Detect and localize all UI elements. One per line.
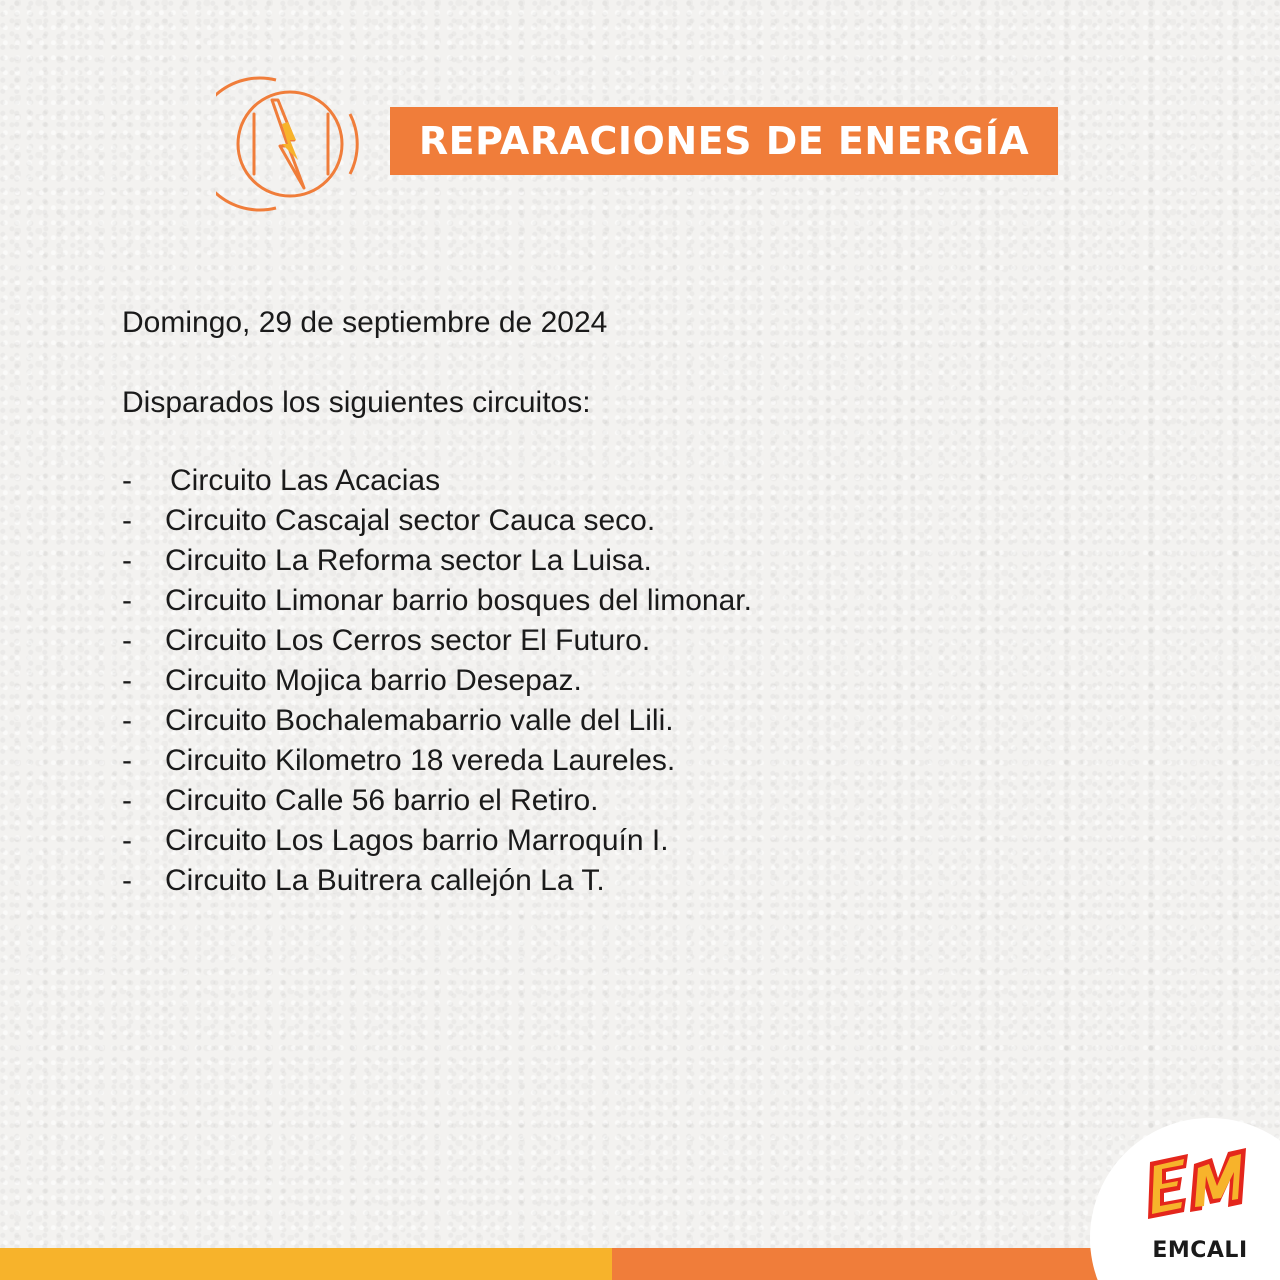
footer-bar-yellow (0, 1248, 612, 1280)
bullet-dash: - (122, 504, 132, 537)
bullet-dash: - (122, 584, 132, 617)
page-title: REPARACIONES DE ENERGÍA (418, 119, 1030, 163)
list-item (122, 464, 752, 504)
list-item (122, 864, 752, 904)
list-item (122, 704, 752, 744)
list-item (122, 824, 752, 864)
circuit-name: Circuito Calle 56 barrio el Retiro. (165, 784, 599, 817)
list-item (122, 664, 752, 704)
list-item (122, 504, 752, 544)
list-item (122, 784, 752, 824)
circuit-name: Circuito Kilometro 18 vereda Laureles. (165, 744, 676, 777)
bullet-dash: - (122, 704, 132, 737)
list-item (122, 584, 752, 624)
circuit-name: Circuito Bochalemabarrio valle del Lili. (165, 704, 674, 737)
emcali-logo-icon (1142, 1144, 1252, 1236)
circuit-name: Circuito Los Cerros sector El Futuro. (165, 624, 651, 657)
circuit-name: Circuito Las Acacias (170, 464, 441, 497)
lightning-bolt-icon (216, 74, 364, 214)
title-banner (390, 107, 1058, 175)
circuit-name: Circuito Cascajal sector Cauca seco. (165, 504, 656, 537)
circuit-name: Circuito Mojica barrio Desepaz. (165, 664, 582, 697)
bullet-dash: - (122, 744, 132, 777)
circuit-name: Circuito La Buitrera callejón La T. (165, 864, 605, 897)
brand-name: EMCALI (1152, 1238, 1248, 1263)
bullet-dash: - (122, 624, 132, 657)
list-item (122, 624, 752, 664)
intro-text: Disparados los siguientes circuitos: (122, 386, 591, 419)
bullet-dash: - (122, 664, 132, 697)
circuit-name: Circuito La Reforma sector La Luisa. (165, 544, 652, 577)
circuit-list (122, 464, 752, 904)
bullet-dash: - (122, 784, 132, 817)
list-item (122, 744, 752, 784)
bullet-dash: - (122, 864, 132, 897)
bullet-dash: - (122, 464, 132, 497)
bullet-dash: - (122, 824, 132, 857)
bullet-dash: - (122, 544, 132, 577)
circuit-name: Circuito Limonar barrio bosques del limonar. (165, 584, 752, 617)
date-text: Domingo, 29 de septiembre de 2024 (122, 306, 608, 339)
circuit-name: Circuito Los Lagos barrio Marroquín I. (165, 824, 669, 857)
list-item (122, 544, 752, 584)
